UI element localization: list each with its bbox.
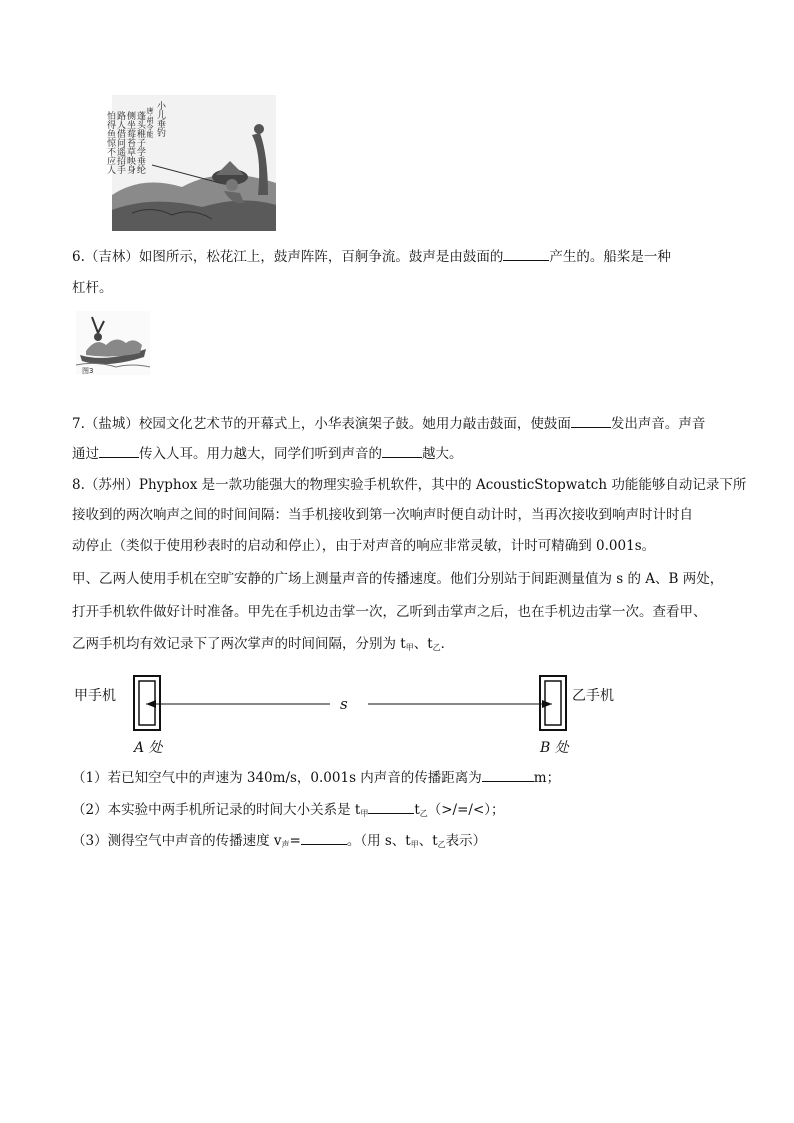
q6-line-1: [72, 246, 671, 267]
q8-p2-line-3: [72, 634, 454, 658]
sub-yi-2: 乙: [419, 809, 428, 818]
q8-p2-line-2: 打开手机软件做好计时准备。甲先在手机边击掌一次，乙听到击掌声之后，也在手机边击掌一次。查看甲、: [72, 604, 707, 620]
q8-end-dot: ．: [440, 636, 455, 652]
poem-line-1: 蓬头稚子学垂纶: [135, 111, 145, 174]
q7-line-1: [72, 413, 705, 434]
poem-author: 唐·胡令能: [146, 107, 154, 138]
q7-line-2: [72, 443, 463, 464]
q8-sep-3: 、t: [418, 833, 438, 849]
q6-text-b: 产生的。船桨是一种: [549, 249, 671, 265]
q7-blank-2[interactable]: [99, 443, 139, 458]
q7-text-e: 越大。: [422, 446, 463, 462]
q8-sub3-mid: 。（用 s、t: [346, 833, 411, 849]
q8-text-a: 乙两手机均有效记录下了两次掌声的时间间隔，分别为 t: [72, 636, 406, 652]
q8-p1-line-2: 接收到的两次响声之间的时间间隔：当手机接收到第一次响声时便自动计时，当再次接收到响声时计时自: [72, 507, 693, 523]
left-phone-icon: [134, 676, 160, 730]
q6-blank-1[interactable]: [503, 246, 549, 261]
q8-blank-3[interactable]: [301, 830, 347, 845]
sub-yi-1: 乙: [432, 643, 441, 652]
distance-label: s: [340, 695, 348, 713]
fishing-child-illustration: [105, 95, 276, 231]
point-a-label: A 处: [134, 740, 163, 756]
sound-speed-diagram: [72, 668, 632, 760]
figure-3-caption: 图3: [82, 367, 94, 375]
q7-text-d: 传入人耳。用力越大，同学们听到声音的: [139, 446, 382, 462]
q7-blank-1[interactable]: [571, 413, 611, 428]
q8-sub2-end: （>/=/<）；: [427, 802, 505, 818]
q8-blank-1[interactable]: [482, 767, 534, 782]
q8-sub3-end: 表示）: [445, 833, 487, 849]
q8-sub3-text: （3）测得空气中声音的传播速度 v: [72, 833, 282, 849]
poem-line-2: 侧坐莓苔草映身: [125, 111, 135, 174]
q8-p1-line-3: 动停止（类似于使用秒表时的启动和停止），由于对声音的响应非常灵敏，计时可精确到 0.001s。: [72, 538, 656, 554]
q7-text-a: 7.（盐城）校园文化艺术节的开幕式上，小华表演架子鼓。她用力敲击鼓面，使鼓面: [72, 416, 571, 432]
poem-line-3: 路人借问遥招手: [115, 111, 125, 174]
q8-sub3: [72, 830, 486, 855]
q8-p2-line-1: 甲、乙两人使用手机在空旷安静的广场上测量声音的传播速度。他们分别站于间距测量值为 s 的 A、B 两处，: [72, 571, 724, 587]
left-phone-label: 甲手机: [74, 688, 116, 704]
sub-jia-1: 甲: [405, 643, 414, 652]
sub-yi-3: 乙: [437, 840, 446, 849]
q8-sub1-text: （1）若已知空气中的声速为 340m/s，0.001s 内声音的传播距离为: [72, 770, 482, 786]
q6-line-2: [72, 278, 113, 298]
q6-text-c: 杠杆。: [72, 280, 113, 296]
q6-text-a: 6.（吉林）如图所示，松花江上，鼓声阵阵，百舸争流。鼓声是由鼓面的: [72, 249, 504, 265]
q8-equals: =: [289, 833, 301, 849]
q8-sep-1: 、t: [413, 636, 433, 652]
q8-sub2: （2）本实验中两手机所记录的时间大小关系是 $t_甲$ $t_乙(>/=/<)$；: [72, 799, 505, 824]
dragon-boat-drum-illustration: [76, 311, 150, 375]
q8-sub1-end: m；: [533, 770, 561, 786]
right-phone-label: 乙手机: [572, 688, 614, 704]
q8-p1-line-1: 8.（苏州）Phyphox 是一款功能强大的物理实验手机软件，其中的 AcousticStopwatch 功能能够自动记录下所: [72, 477, 747, 493]
q8-sub2-text: （2）本实验中两手机所记录的时间大小关系是 t: [72, 802, 361, 818]
q7-text-c: 通过: [72, 446, 99, 462]
q8-sub1: [72, 767, 560, 788]
q7-blank-3[interactable]: [382, 443, 422, 458]
poem-line-4: 怕得鱼惊不应人: [105, 111, 115, 174]
sub-jia-2: 甲: [360, 809, 369, 818]
point-b-label: B 处: [540, 740, 569, 756]
q7-text-b: 发出声音。声音: [610, 416, 706, 432]
poem-title: 小儿垂钓: [155, 101, 165, 137]
sub-jia-3: 甲: [410, 840, 419, 849]
sub-sheng: 声: [281, 840, 290, 849]
q8-blank-2[interactable]: [368, 799, 414, 814]
